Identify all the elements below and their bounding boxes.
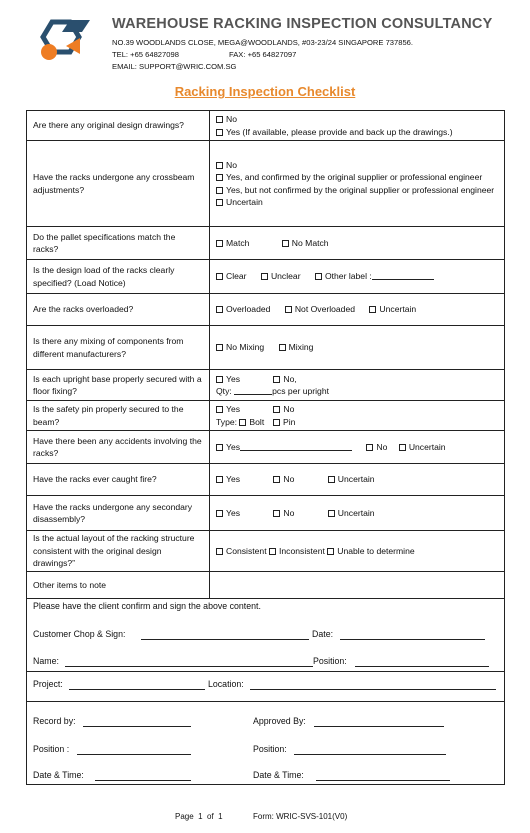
question-cell: Is the actual layout of the racking structure consistent with the original design drawings?” xyxy=(27,531,210,572)
answer-cell xyxy=(210,111,505,141)
option-label: Yes, but not confirmed by the original supplier or professional engineer xyxy=(226,184,495,195)
table-row xyxy=(27,431,505,464)
notes-field[interactable] xyxy=(210,572,505,599)
option-label: Unclear xyxy=(270,271,301,282)
checkbox[interactable] xyxy=(216,116,223,123)
approved-by-label: Approved By: xyxy=(253,716,306,726)
position-right-label: Position: xyxy=(253,744,287,754)
option-label: No, xyxy=(283,373,297,384)
table-row xyxy=(27,572,505,599)
option-label: Not Overloaded xyxy=(294,304,356,315)
letterhead xyxy=(36,12,506,74)
table-row xyxy=(27,531,505,572)
checkbox[interactable] xyxy=(216,199,223,206)
checkbox[interactable] xyxy=(328,510,335,517)
confirm-instruction: Please have the client confirm and sign the above content. xyxy=(33,601,261,611)
answer-cell xyxy=(210,496,505,531)
table-row xyxy=(27,401,505,431)
option-label: Inconsistent xyxy=(279,545,325,556)
checkbox[interactable] xyxy=(315,273,322,280)
customer-chop-field[interactable] xyxy=(141,639,309,640)
checkbox[interactable] xyxy=(279,344,286,351)
company-name: WAREHOUSE RACKING INSPECTION CONSULTANCY xyxy=(112,16,493,32)
checkbox[interactable] xyxy=(216,510,223,517)
option-label: Uncertain xyxy=(226,197,263,207)
checkbox[interactable] xyxy=(282,240,289,247)
fax-number: FAX: +65 64827097 xyxy=(229,50,297,59)
datetime-right-field[interactable] xyxy=(316,780,450,781)
checkbox[interactable] xyxy=(216,129,223,136)
checkbox[interactable] xyxy=(216,376,223,383)
question-cell: Is the safety pin properly secured to the beam? xyxy=(27,401,210,431)
answer-cell xyxy=(210,464,505,496)
option-label: No xyxy=(226,159,237,170)
option-label: Pin xyxy=(283,416,296,427)
accident-detail-field[interactable] xyxy=(240,442,352,451)
option-label: Match xyxy=(226,237,250,248)
option-label: Yes xyxy=(226,474,241,485)
table-row xyxy=(27,227,505,260)
checkbox[interactable] xyxy=(216,162,223,169)
recorded-by-field[interactable] xyxy=(83,726,191,727)
option-label: Yes xyxy=(226,441,241,452)
question-cell: Is the design load of the racks clearly specified? (Load Notice) xyxy=(27,260,210,294)
approved-by-field[interactable] xyxy=(314,726,444,727)
question-cell: Is there any mixing of components from different manufacturers? xyxy=(27,326,210,370)
option-label: No xyxy=(283,404,295,414)
option-label: Yes (If available, please provide and back up the drawings.) xyxy=(226,126,453,137)
qty-field[interactable] xyxy=(234,386,272,395)
option-label: Yes xyxy=(226,373,241,384)
option-label: No xyxy=(283,507,295,518)
page-number: Page 1 of 1 xyxy=(175,812,223,821)
option-label: Unable to determine xyxy=(337,545,415,556)
checkbox[interactable] xyxy=(273,476,280,483)
answer-cell xyxy=(210,141,505,227)
option-label: Overloaded xyxy=(226,304,271,315)
customer-chop-label: Customer Chop & Sign: xyxy=(33,629,126,639)
answer-cell xyxy=(210,260,505,294)
checkbox[interactable] xyxy=(327,548,334,555)
position-label: Position: xyxy=(313,656,347,666)
checkbox[interactable] xyxy=(216,476,223,483)
company-logo-icon xyxy=(36,16,94,66)
answer-cell xyxy=(210,294,505,326)
checkbox[interactable] xyxy=(216,306,223,313)
project-label: Project: xyxy=(33,679,63,689)
table-row xyxy=(27,260,505,294)
option-label: Uncertain xyxy=(379,304,417,315)
checkbox[interactable] xyxy=(216,187,223,194)
checkbox[interactable] xyxy=(216,548,223,555)
option-label: Other label : xyxy=(324,271,372,282)
checkbox[interactable] xyxy=(273,419,280,426)
question-cell: Have the racks ever caught fire? xyxy=(27,464,210,496)
position-left-label: Position : xyxy=(33,744,70,754)
table-row xyxy=(27,294,505,326)
signature-section xyxy=(26,598,505,785)
checkbox[interactable] xyxy=(399,444,406,451)
checkbox[interactable] xyxy=(216,406,223,413)
position-left-field[interactable] xyxy=(77,754,191,755)
checkbox[interactable] xyxy=(261,273,268,280)
tel-number: TEL: +65 64827098 xyxy=(112,50,179,59)
checkbox[interactable] xyxy=(366,444,373,451)
answer-cell xyxy=(210,531,505,572)
checkbox[interactable] xyxy=(216,240,223,247)
question-cell: Have the racks undergone any crossbeam adjustments? xyxy=(27,141,210,227)
contact-phones xyxy=(112,50,297,59)
checkbox[interactable] xyxy=(273,376,280,383)
question-cell: Have the racks undergone any secondary disassembly? xyxy=(27,496,210,531)
answer-cell xyxy=(210,326,505,370)
checkbox[interactable] xyxy=(216,174,223,181)
location-label: Location: xyxy=(208,679,244,689)
checklist-table xyxy=(26,110,505,599)
option-label: Uncertain xyxy=(337,474,375,485)
option-label: No xyxy=(283,474,295,485)
table-row xyxy=(27,370,505,401)
date-label: Date: xyxy=(312,629,334,639)
table-row xyxy=(27,111,505,141)
answer-cell xyxy=(210,370,505,401)
qty-suffix: pcs per upright xyxy=(272,386,330,396)
table-row xyxy=(27,496,505,531)
question-cell: Have there been any accidents involving the racks? xyxy=(27,431,210,464)
qty-label: Qty: xyxy=(216,386,232,396)
page-title: Racking Inspection Checklist xyxy=(174,84,356,99)
company-email: EMAIL: SUPPORT@WRIC.COM.SG xyxy=(112,62,237,71)
checkbox[interactable] xyxy=(216,273,223,280)
checkbox[interactable] xyxy=(273,406,280,413)
question-cell: Do the pallet specifications match the racks? xyxy=(27,227,210,260)
location-field[interactable] xyxy=(250,689,496,690)
divider xyxy=(27,671,504,672)
option-label: Mixing xyxy=(288,342,314,353)
question-cell: Are there any original design drawings? xyxy=(27,111,210,141)
option-label: Uncertain xyxy=(337,507,375,518)
name-label: Name: xyxy=(33,656,59,666)
option-label: Yes, and confirmed by the original supplier or professional engineer xyxy=(226,172,483,182)
option-label: No Match xyxy=(291,237,329,248)
checkbox[interactable] xyxy=(273,510,280,517)
project-field[interactable] xyxy=(69,689,205,690)
table-row xyxy=(27,464,505,496)
recorded-by-label: Record by: xyxy=(33,716,76,726)
name-field[interactable] xyxy=(65,666,313,667)
option-label: No Mixing xyxy=(226,342,265,353)
checkbox[interactable] xyxy=(216,444,223,451)
type-label: Type: xyxy=(216,416,238,427)
datetime-left-field[interactable] xyxy=(95,780,191,781)
table-row xyxy=(27,141,505,227)
datetime-left-label: Date & Time: xyxy=(33,770,84,780)
datetime-right-label: Date & Time: xyxy=(253,770,304,780)
date-field[interactable] xyxy=(340,639,485,640)
option-label: Clear xyxy=(226,271,247,282)
question-cell: Other items to note xyxy=(27,572,210,599)
option-label: Yes xyxy=(226,507,241,518)
company-address: NO.39 WOODLANDS CLOSE, MEGA@WOODLANDS, #03-23/24 SINGAPORE 737856. xyxy=(112,38,414,47)
option-label: Uncertain xyxy=(408,441,446,452)
other-label-field[interactable] xyxy=(372,271,434,280)
position-field[interactable] xyxy=(355,666,489,667)
checkbox[interactable] xyxy=(239,419,246,426)
question-cell: Is each upright base properly secured with a floor fixing? xyxy=(27,370,210,401)
answer-cell xyxy=(210,227,505,260)
answer-cell xyxy=(210,431,505,464)
table-row xyxy=(27,326,505,370)
checkbox[interactable] xyxy=(285,306,292,313)
checkbox[interactable] xyxy=(369,306,376,313)
option-label: No xyxy=(376,441,388,452)
option-label: Yes xyxy=(226,404,241,414)
checkbox[interactable] xyxy=(328,476,335,483)
answer-cell xyxy=(210,401,505,431)
position-right-field[interactable] xyxy=(294,754,446,755)
form-number: Form: WRIC-SVS-101(V0) xyxy=(253,812,348,821)
checkbox[interactable] xyxy=(269,548,276,555)
option-label: Consistent xyxy=(226,545,267,556)
option-label: Bolt xyxy=(249,416,265,427)
divider xyxy=(27,701,504,702)
option-label: No xyxy=(226,114,237,124)
checkbox[interactable] xyxy=(216,344,223,351)
question-cell: Are the racks overloaded? xyxy=(27,294,210,326)
